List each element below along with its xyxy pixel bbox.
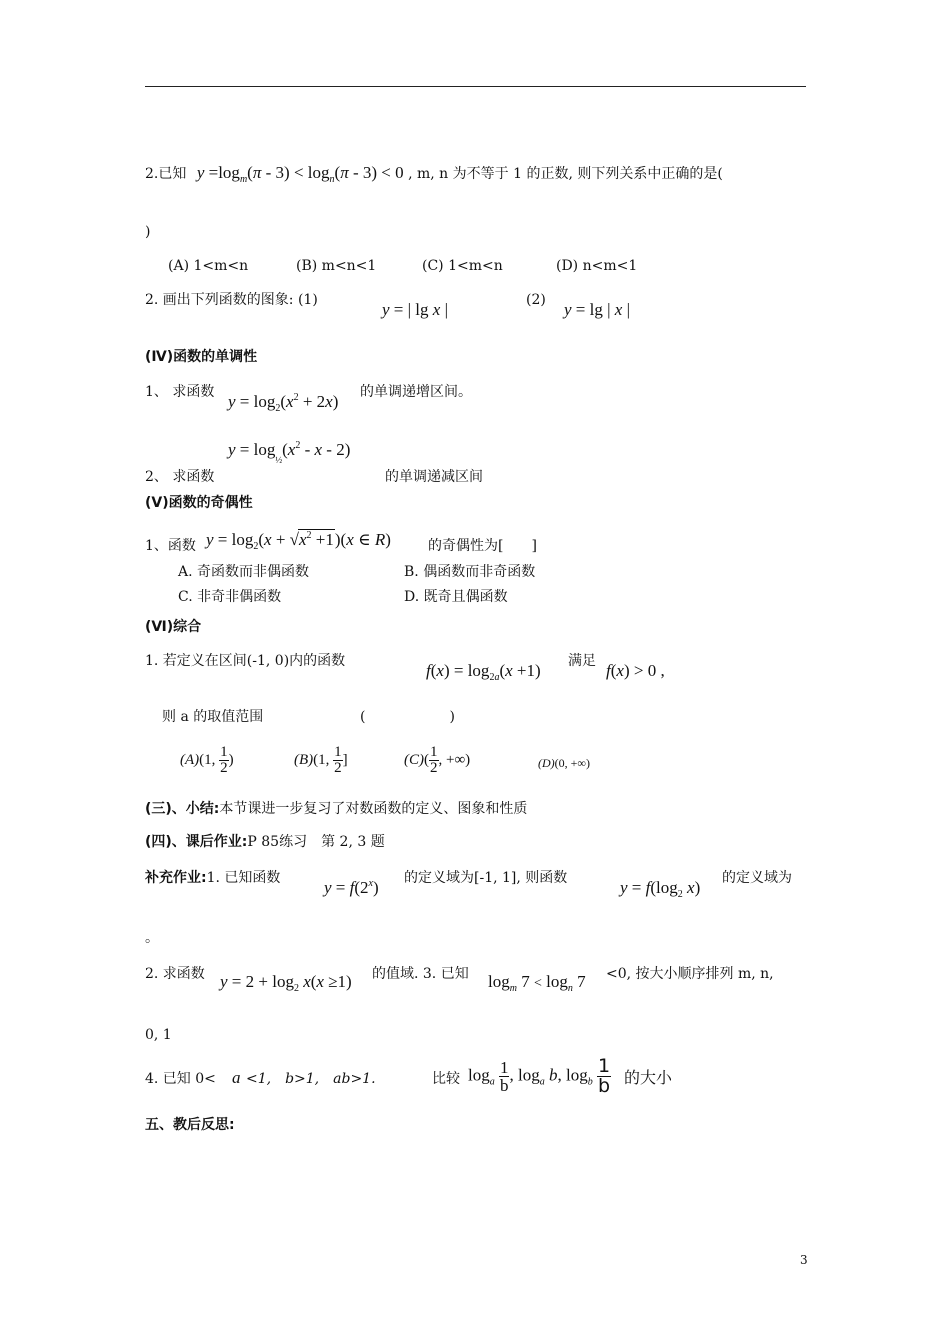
extra-q1-line [145,870,280,887]
extra-q1-b: 的定义域为[-1, 1], 则函数 [404,870,568,886]
sec5-option-d: D. 既奇且偶函数 [404,589,508,605]
sec5-q1-label: 1、函数 [145,538,196,554]
extra-label: 补充作业: [145,870,207,886]
summary-text: 本节课进一步复习了对数函数的定义、图象和性质 [219,801,528,817]
sec4-q1-math: $y = \log_2(x^2 + 2x)$ [228,392,339,414]
extra-q4-a: 4. 已知 0< [145,1071,216,1087]
sec4-q2-label: 2、 求函数 [145,469,215,485]
homework-label: (四)、课后作业: [145,834,248,850]
q-graph-label: 2. 画出下列函数的图象: (1) [145,292,318,308]
q-loga-tail: , m, n 为不等于 1 的正数, 则下列关系中正确的是( [408,166,723,182]
extra-q2-line2: 0, 1 [145,1027,172,1043]
summary-line [145,801,527,818]
q-loga-line [145,163,723,186]
extra-q1-c: 的定义域为 [722,870,792,886]
sec5-option-c: C. 非奇非偶函数 [178,589,282,605]
q-loga-option-b: (B) m<n<1 [296,258,377,274]
sec6-q1-label: 1. 若定义在区间(-1, 0)内的函数 [145,653,346,669]
page-number: 3 [800,1253,808,1267]
sec6-q1-mid: 满足 [568,653,596,669]
sec4-q1-tail: 的单调递增区间。 [360,384,472,400]
sec6-q1-cond: f(x) > 0 , [606,661,665,680]
q-loga-option-d: (D) n<m<1 [556,258,638,274]
extra-q2-b: 的值域. 3. 已知 [372,966,469,982]
extra-q4-math: $\log_a$ $\frac{1}{b}$ , $\log_a b$, $\log_b$ $\frac{1}{b}$ [468,1055,611,1097]
extra-q4-c: 比较 [432,1071,460,1087]
extra-q1-a: 1. 已知函数 [206,870,281,886]
extra-q4-b: <1, b>1, ab>1. [246,1071,376,1087]
sec6-option-b: (B)(1, $\frac{1}{2}$ ] [294,744,348,776]
header-rule [145,86,806,87]
q-loga-option-c: (C) 1<m<n [422,258,503,274]
extra-q4-a-var: a [232,1068,241,1087]
sec5-q1-math: $y = \log_2(x + √x^2 +1)(x$ ∈ R) [206,530,391,552]
homework-line [145,834,385,851]
sec6-option-a: (A)(1, $\frac{1}{2}$ ) [180,744,234,776]
sec6-q1-paren: ( ) [360,709,455,725]
sec-reflect: 五、教后反思: [145,1117,235,1133]
extra-q2-f: $y = 2 + \log_2 x(x \ge 1)$ [220,972,352,994]
q-loga-option-a: (A) 1<m<n [168,258,249,274]
sec6-q1-func: $f(x) = \log_{2a}(x +1)$ [426,661,541,683]
extra-q1-end: 。 [145,930,159,946]
q-graph-f2: y = lg | x | [564,300,630,319]
sec4-title: (Ⅳ)函数的单调性 [145,349,258,365]
extra-q4-d: 的大小 [624,1068,673,1087]
q-loga-math: $y =\log_m(\pi - 3) < \log_n(\pi - 3) < 0$ [196,163,404,185]
sec5-q1-tail: 的奇偶性为[ ] [428,538,537,554]
summary-label: (三)、小结: [145,801,220,817]
extra-q1-f1: $y = f(2^x)$ [324,878,379,897]
extra-q2-a: 2. 求函数 [145,966,205,982]
q-graph-f1: y = | lg x | [382,300,448,319]
extra-q2-c: <0, 按大小顺序排列 m, n, [606,966,774,982]
sec4-q2-math: $y = \log_{\frac{1}{2}}(x^2 - x - 2)$ [228,440,351,465]
sec4-q1-label: 1、 求函数 [145,384,215,400]
q-loga-close: ) [145,224,151,240]
homework-text: P 85练习 第 2, 3 题 [247,834,385,850]
sec4-q2-tail: 的单调递减区间 [385,469,483,485]
sec6-option-c: (C)( $\frac{1}{2}$ , +∞) [404,744,471,776]
extra-q2-ineq: $\log_m 7 < \log_n 7$ [488,972,586,994]
sec5-option-a: A. 奇函数而非偶函数 [178,564,310,580]
q-graph-p2: (2) [526,292,546,308]
q-loga-label: 2.已知 [145,166,187,182]
extra-q1-f2: $y = f(\log_2$ x) [620,878,701,900]
sec5-option-b: B. 偶函数而非奇函数 [404,564,536,580]
sec6-q1-line2: 则 a 的取值范围 [162,709,264,725]
sec5-title: (Ⅴ)函数的奇偶性 [145,495,253,511]
sec6-option-d: (D)(0, +∞) [538,756,590,770]
sec6-title: (Ⅵ)综合 [145,619,202,635]
